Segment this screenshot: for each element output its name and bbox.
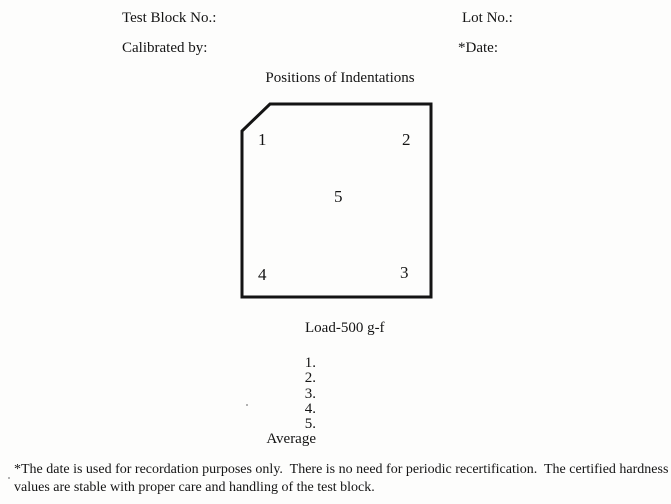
scan-speck: [246, 404, 248, 406]
diagram-title: Positions of Indentations: [265, 70, 415, 86]
indentation-position-5: 5: [334, 187, 343, 206]
date-label: *Date:: [458, 40, 498, 56]
lot-no-label: Lot No.:: [462, 10, 513, 26]
reading-row-3: 3.: [304, 385, 316, 402]
indentation-position-1: 1: [258, 130, 267, 149]
footnote-line-2: values are stable with proper care and handling of the test block.: [14, 479, 375, 495]
reading-row-4: 4.: [304, 400, 316, 417]
reading-row-1: 1.: [304, 355, 316, 371]
load-label: Load-500 g-f: [305, 320, 385, 336]
indentation-position-2: 2: [402, 130, 411, 149]
footnote-line-1: *The date is used for recordation purposes only. There is no need for periodic recertification. The certified hardness: [14, 462, 669, 477]
average-label: Average: [266, 431, 316, 448]
readings-list: [230, 356, 316, 448]
reading-row-5: 5.: [304, 416, 316, 433]
test-block-no-label: Test Block No.:: [122, 10, 217, 26]
scan-speck: [8, 477, 10, 479]
indentation-position-3: 3: [400, 263, 409, 282]
indentation-position-4: 4: [258, 265, 267, 284]
footnote: [14, 461, 668, 496]
calibrated-by-label: Calibrated by:: [122, 40, 208, 56]
reading-row-2: 2.: [304, 370, 316, 387]
